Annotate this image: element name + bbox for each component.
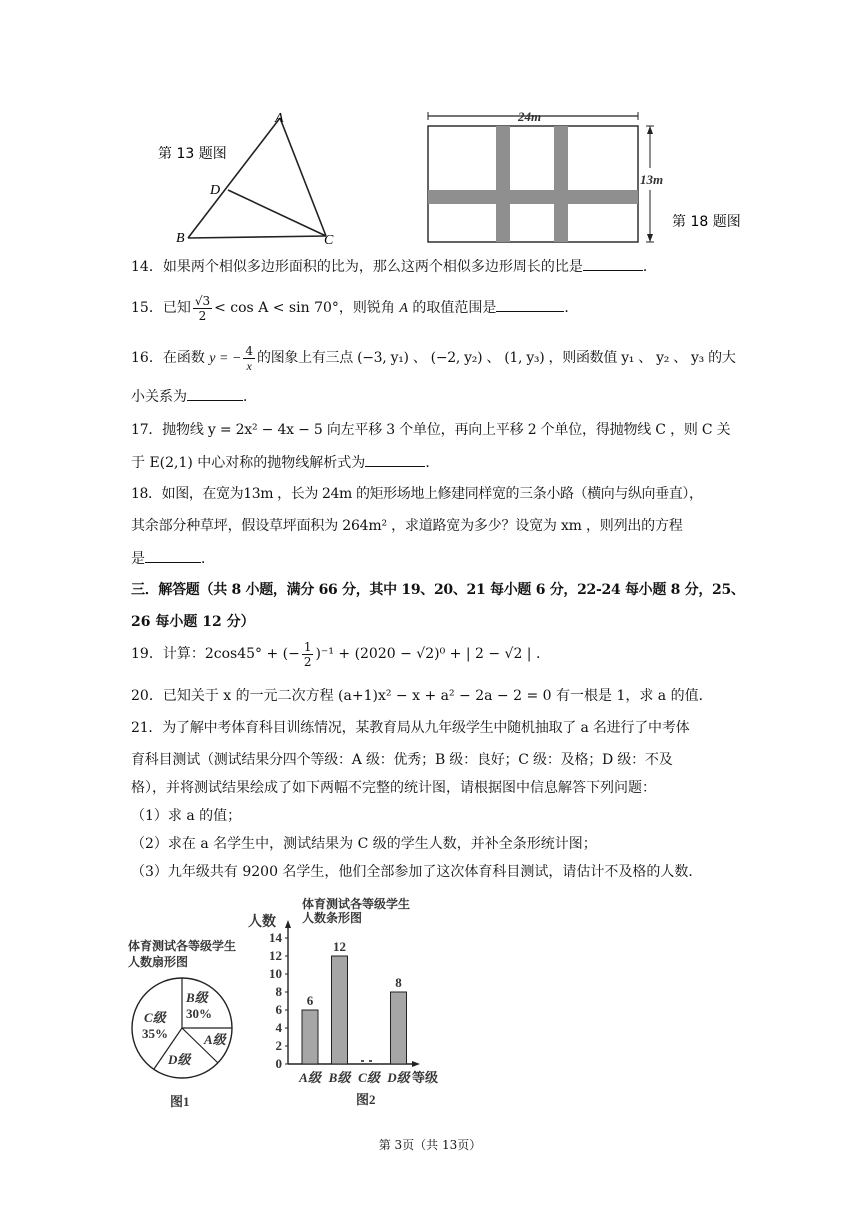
x-axis-label: 等级 — [412, 1071, 439, 1086]
label-a: A — [275, 111, 284, 126]
x-axis-arrow — [412, 1061, 420, 1067]
question-21-line2: 育科目测试（测试结果分四个等级：A 级：优秀；B 级：良好；C 级：及格；D 级：不及 — [131, 752, 673, 768]
question-14: 14．如果两个相似多边形面积的比为，那么这两个相似多边形周长的比是 ． — [131, 256, 751, 277]
pie-title-line2: 人数扇形图 — [128, 955, 189, 969]
vertical-road-1 — [496, 126, 510, 242]
x-tick-label: B级 — [328, 1070, 351, 1085]
y-tick-label: 12 — [269, 948, 282, 963]
height-label: 13m — [640, 172, 664, 187]
fraction-1-over-2: $\frac{1}{2}$ — [303, 639, 312, 669]
bar-data-label: 12 — [333, 939, 346, 954]
question-17: 17．抛物线 y = 2x² − 4x − 5 向左平移 3 个单位，再向上平移 2 个单位，得抛物线 C ，则 C 关 — [131, 422, 731, 438]
bar-marks — [298, 939, 412, 1085]
answer-blank-15 — [496, 297, 564, 312]
pie-caption: 图1 — [170, 1094, 190, 1109]
field-rect — [428, 126, 638, 242]
y-tick-label: 0 — [275, 1056, 282, 1071]
question-21-line3: 格），并将测试结果绘成了如下两幅不完整的统计图，请根据图中信息解答下列问题： — [131, 780, 656, 796]
answer-blank-14 — [583, 256, 643, 271]
figure-13-triangle — [150, 108, 370, 248]
question-18-line2: 其余部分种草坪，假设草坪面积为 264m² ，求道路宽为多少？设宽为 xm ，则列出的方程 — [131, 518, 683, 534]
y-tick-label: 14 — [269, 930, 282, 945]
pie-chart-figure-1 — [124, 936, 254, 1112]
bar-caption: 图2 — [356, 1092, 376, 1107]
bar — [391, 992, 407, 1064]
bar-data-label: 6 — [306, 993, 314, 1008]
page-footer: 第 3页（共 13页） — [378, 1138, 482, 1152]
answer-blank-16 — [187, 386, 243, 401]
question-21-part2: （2）求在 a 名学生中，测试结果为 C 级的学生人数，并补全条形统计图； — [131, 836, 597, 852]
question-18: 18．如图，在宽为13m ，长为 24m 的矩形场地上修建同样宽的三条小路（横向与纵向垂直）， — [131, 486, 703, 502]
bar — [302, 1010, 318, 1064]
y-tick-label: 2 — [275, 1038, 282, 1053]
y-tick-label: 4 — [275, 1020, 282, 1035]
question-16-line2: 小关系为 ． — [131, 386, 751, 407]
pie-label-b: B级 — [186, 990, 208, 1005]
question-20: 20．已知关于 x 的一元二次方程 (a+1)x² − x + a² − 2a − 2 = 0 有一根是 1，求 a 的值． — [131, 688, 713, 704]
figure-18-field — [418, 106, 758, 248]
question-21: 21．为了解中考体育科目训练情况，某教育局从九年级学生中随机抽取了 a 名进行了中考体 — [131, 720, 690, 736]
label-d: D — [210, 183, 221, 198]
bar-data-label: 8 — [395, 975, 402, 990]
pie-label-b-pct: 30% — [186, 1006, 212, 1021]
label-c: C — [324, 233, 334, 248]
y-axis-arrow — [285, 920, 291, 928]
figure-18-caption: 第 18 题图 — [672, 214, 741, 230]
section-3-heading-line2: 26 每小题 12 分） — [131, 614, 255, 630]
horizontal-road — [428, 190, 638, 204]
question-21-part3: （3）九年级共有 9200 名学生，他们全部参加了这次体育科目测试，请估计不及格的人数． — [131, 864, 703, 880]
question-16: 16．在函数 y = − $\frac{4}{x}$ 的图象上有三点 (−3, y₁) 、 (−2, y₂) 、 (1, y₃) ，则函数值 y₁ 、 y₂ 、 y₃ 的大 — [131, 343, 736, 373]
question-19: 19．计算：2cos45° + (− $\frac{1}{2}$ )⁻¹ + (2020 − √2)⁰ + | 2 − √2 | . — [131, 639, 541, 669]
label-b: B — [176, 231, 185, 246]
fraction-sqrt3-over-2: $\frac{√3}{2}$ — [194, 293, 211, 323]
y-tick-label: 8 — [275, 984, 282, 999]
answer-blank-18 — [145, 548, 201, 563]
width-label: 24m — [518, 109, 542, 124]
x-tick-label: D级 — [387, 1070, 410, 1085]
question-17-line2: 于 E(2,1) 中心对称的抛物线解析式为 ． — [131, 452, 751, 473]
bar-title-line2: 人数条形图 — [302, 911, 363, 925]
question-21-part1: （1）求 a 的值； — [131, 808, 242, 824]
y-axis-label: 人数 — [248, 914, 276, 930]
y-tick-label: 10 — [269, 966, 282, 981]
section-3-heading: 三．解答题（共 8 小题，满分 66 分，其中 19、20、21 每小题 6 分，22-24 每小题 8 分，25、 — [131, 582, 745, 598]
question-18-line3: 是 ． — [131, 548, 751, 569]
side-bc — [188, 236, 326, 238]
pie-label-a: A级 — [204, 1032, 226, 1047]
y-tick-label: 6 — [275, 1002, 282, 1017]
pie-label-d: D级 — [168, 1052, 191, 1067]
fraction-4-over-x: $\frac{4}{x}$ — [245, 343, 254, 373]
answer-blank-17 — [365, 452, 425, 467]
pie-title-line1: 体育测试各等级学生 — [128, 939, 237, 953]
x-tick-label: C级 — [358, 1070, 380, 1085]
x-tick-label: A级 — [299, 1070, 321, 1085]
bar — [332, 956, 348, 1064]
vertical-road-2 — [554, 126, 568, 242]
bar-chart-figure-2 — [240, 892, 460, 1112]
figure-13-caption: 第 13 题图 — [158, 146, 227, 162]
pie-label-c: C级 — [144, 1010, 166, 1025]
pie-label-c-pct: 35% — [142, 1026, 168, 1041]
question-15: 15．已知 $\frac{√3}{2}$ < cos A < sin 70°，则锐角 A 的取值范围是 ． — [131, 293, 579, 323]
side-ab — [188, 118, 280, 238]
bar-title-line1: 体育测试各等级学生 — [302, 897, 411, 911]
